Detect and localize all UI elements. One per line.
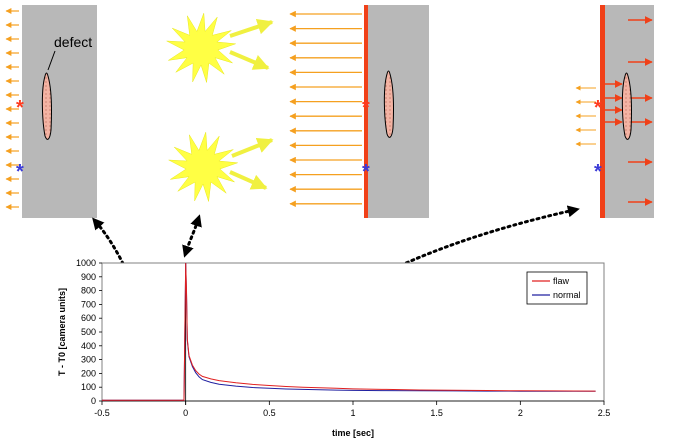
x-tick-label: 2 bbox=[517, 408, 523, 418]
y-tick-label: 700 bbox=[80, 299, 96, 310]
x-tick-label: 2.5 bbox=[597, 408, 611, 418]
flaw-marker: * bbox=[362, 97, 370, 119]
y-tick-labels bbox=[76, 258, 96, 406]
panel-specimen-before bbox=[6, 5, 97, 218]
specimen-slab bbox=[367, 5, 429, 218]
flaw-marker: * bbox=[594, 97, 602, 119]
normal-marker: * bbox=[16, 161, 24, 183]
x-tick-label: 0 bbox=[183, 408, 189, 418]
x-tick-label: 0.5 bbox=[263, 408, 276, 418]
normal-marker: * bbox=[362, 161, 370, 183]
surface-heat-arrows bbox=[290, 14, 362, 204]
x-tick-label: 1.5 bbox=[430, 408, 443, 418]
y-tick-label: 800 bbox=[80, 285, 96, 296]
y-tick-label: 600 bbox=[80, 313, 96, 324]
sun-icon bbox=[167, 13, 236, 82]
sun-icon bbox=[169, 132, 238, 201]
x-axis-label: time [sec] bbox=[331, 428, 375, 438]
outward-heat-arrows bbox=[576, 88, 596, 144]
x-tick-label: -0.5 bbox=[94, 408, 110, 418]
y-tick-label: 0 bbox=[90, 396, 96, 406]
normal-marker: * bbox=[594, 161, 602, 183]
y-tick-label: 500 bbox=[80, 327, 96, 337]
y-tick-label: 100 bbox=[80, 382, 96, 393]
legend-label-flaw: flaw bbox=[553, 276, 570, 286]
y-axis-label: T - T0 [camera units] bbox=[57, 287, 67, 377]
x-tick-labels bbox=[94, 408, 610, 418]
y-tick-label: 200 bbox=[80, 368, 96, 379]
y-tick-label: 300 bbox=[80, 354, 96, 365]
x-tick-label: 1 bbox=[350, 408, 356, 418]
legend-label-normal: normal bbox=[553, 290, 581, 300]
chart-legend bbox=[527, 272, 587, 304]
temperature-chart bbox=[57, 258, 610, 438]
panel-heat-diffusion bbox=[576, 5, 654, 218]
y-tick-label: 1000 bbox=[75, 258, 96, 268]
pointer-arrow-flash bbox=[186, 220, 198, 252]
y-tick-label: 900 bbox=[80, 271, 96, 282]
defect-label: defect bbox=[54, 34, 93, 50]
y-tick-label: 400 bbox=[80, 340, 96, 351]
flaw-marker: * bbox=[16, 97, 24, 119]
panel-flash-heating bbox=[167, 13, 272, 201]
panel-heated-surface bbox=[290, 5, 429, 218]
